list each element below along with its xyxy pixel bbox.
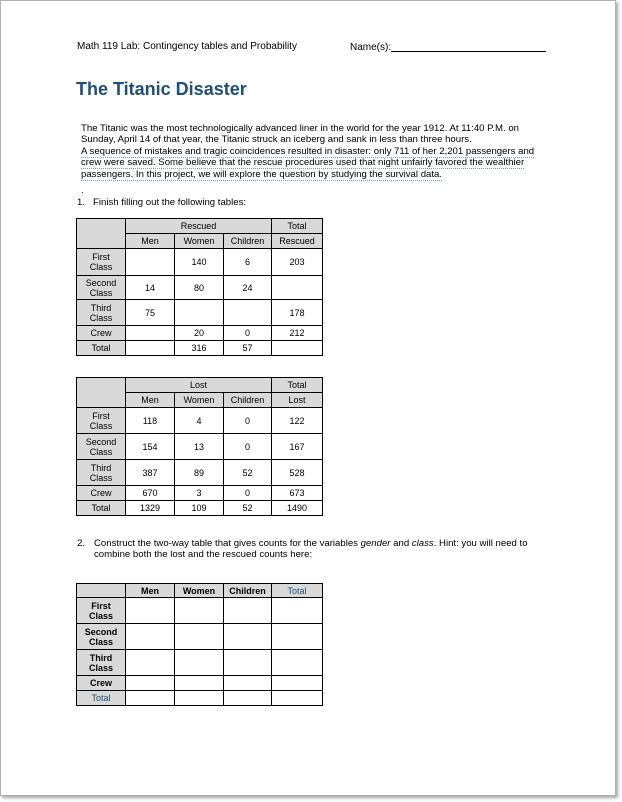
table-cell: 118 bbox=[126, 408, 175, 434]
combined-col-children: Children bbox=[224, 584, 272, 598]
table-cell[interactable] bbox=[126, 341, 175, 356]
table-cell[interactable] bbox=[272, 624, 323, 650]
row-label: Total bbox=[77, 341, 126, 356]
table-cell[interactable] bbox=[126, 249, 175, 276]
table-cell[interactable]: 20 bbox=[175, 326, 224, 341]
intro-paragraph bbox=[81, 123, 541, 180]
question-1-number: 1. bbox=[77, 197, 86, 208]
table-cell[interactable] bbox=[272, 341, 323, 356]
table-cell[interactable] bbox=[175, 300, 224, 326]
rescued-table bbox=[76, 218, 323, 356]
table-row bbox=[77, 691, 323, 706]
table-cell: 122 bbox=[272, 408, 323, 434]
lost-col-children: Children bbox=[224, 393, 272, 408]
row-label: First Class bbox=[77, 598, 126, 624]
table-cell: 0 bbox=[224, 408, 272, 434]
table-row bbox=[77, 676, 323, 691]
table-cell[interactable] bbox=[126, 650, 175, 676]
table-cell: 52 bbox=[224, 501, 272, 516]
table-cell[interactable] bbox=[224, 624, 272, 650]
table-row bbox=[77, 408, 323, 434]
table-row bbox=[77, 460, 323, 486]
row-label: Crew bbox=[77, 326, 126, 341]
name-blank-line[interactable] bbox=[391, 41, 546, 52]
row-label: Total bbox=[77, 691, 126, 706]
table-row bbox=[77, 300, 323, 326]
intro-line-2: A sequence of mistakes and tragic coincidences resulted in disaster: only 711 of her 2,201 passengers and crew were saved. Some believe that the rescue procedures used that night unfairly favored the wealthier passengers. In this project, we will explore the question by studying the survival data. bbox=[81, 145, 535, 180]
table-cell: 1490 bbox=[272, 501, 323, 516]
rescued-col-women: Women bbox=[175, 234, 224, 249]
row-label: Third Class bbox=[77, 460, 126, 486]
table-cell: 89 bbox=[175, 460, 224, 486]
table-cell[interactable] bbox=[175, 650, 224, 676]
table-cell: 109 bbox=[175, 501, 224, 516]
table-row bbox=[77, 276, 323, 300]
table-cell: 0 bbox=[224, 486, 272, 501]
row-label: First Class bbox=[77, 249, 126, 276]
question-1-text: Finish filling out the following tables: bbox=[93, 197, 247, 208]
table-cell[interactable] bbox=[175, 598, 224, 624]
table-cell[interactable] bbox=[175, 676, 224, 691]
question-1 bbox=[77, 197, 246, 208]
rescued-corner-cell bbox=[77, 219, 126, 249]
table-cell[interactable] bbox=[126, 624, 175, 650]
combined-corner-cell bbox=[77, 584, 126, 598]
question-2-text: Construct the two-way table that gives counts for the variables gender and class. Hint: you will need to combine both the lost and the rescued counts here: bbox=[94, 538, 528, 561]
course-header: Math 119 Lab: Contingency tables and Probability bbox=[77, 41, 297, 52]
lost-col-men: Men bbox=[126, 393, 175, 408]
table-cell[interactable] bbox=[175, 691, 224, 706]
table-cell[interactable]: 6 bbox=[224, 249, 272, 276]
question-2-number: 2. bbox=[77, 538, 86, 549]
table-cell[interactable]: 24 bbox=[224, 276, 272, 300]
table-cell[interactable] bbox=[224, 676, 272, 691]
table-cell[interactable]: 212 bbox=[272, 326, 323, 341]
table-cell[interactable]: 14 bbox=[126, 276, 175, 300]
table-cell[interactable] bbox=[272, 276, 323, 300]
table-cell[interactable] bbox=[126, 676, 175, 691]
table-cell[interactable]: 0 bbox=[224, 326, 272, 341]
row-label: Second Class bbox=[77, 434, 126, 460]
row-label: Total bbox=[77, 501, 126, 516]
row-label: First Class bbox=[77, 408, 126, 434]
table-cell[interactable] bbox=[272, 691, 323, 706]
table-row bbox=[77, 341, 323, 356]
table-cell: 387 bbox=[126, 460, 175, 486]
table-row bbox=[77, 486, 323, 501]
lost-table bbox=[76, 377, 323, 516]
name-field bbox=[350, 41, 546, 53]
table-cell: 4 bbox=[175, 408, 224, 434]
lost-col-women: Women bbox=[175, 393, 224, 408]
table-cell[interactable] bbox=[126, 326, 175, 341]
row-label: Crew bbox=[77, 676, 126, 691]
lost-group-header: Lost bbox=[126, 378, 272, 393]
table-cell[interactable]: 75 bbox=[126, 300, 175, 326]
combined-col-total: Total bbox=[272, 584, 323, 598]
rescued-group-header: Rescued bbox=[126, 219, 272, 234]
table-cell[interactable] bbox=[175, 624, 224, 650]
table-cell[interactable] bbox=[126, 598, 175, 624]
table-cell: 52 bbox=[224, 460, 272, 486]
intro-line-1: The Titanic was the most technologically advanced liner in the world for the year 1912. At 11:40 P.M. on Sunday, April 14 of that year, the Titanic struck an iceberg and sank in less than three hours. bbox=[81, 123, 520, 146]
lost-total-header-1: Total bbox=[272, 378, 323, 393]
table-cell: 3 bbox=[175, 486, 224, 501]
row-label: Third Class bbox=[77, 650, 126, 676]
table-row bbox=[77, 249, 323, 276]
table-cell[interactable] bbox=[272, 598, 323, 624]
rescued-total-header-2: Rescued bbox=[272, 234, 323, 249]
question-2 bbox=[77, 538, 547, 561]
rescued-total-header-1: Total bbox=[272, 219, 323, 234]
table-cell[interactable]: 80 bbox=[175, 276, 224, 300]
table-cell: 528 bbox=[272, 460, 323, 486]
table-cell[interactable] bbox=[272, 676, 323, 691]
table-cell: 673 bbox=[272, 486, 323, 501]
name-label: Name(s): bbox=[350, 42, 392, 53]
table-row bbox=[77, 434, 323, 460]
table-cell[interactable]: 178 bbox=[272, 300, 323, 326]
combined-col-men: Men bbox=[126, 584, 175, 598]
rescued-col-men: Men bbox=[126, 234, 175, 249]
table-cell: 670 bbox=[126, 486, 175, 501]
table-row bbox=[77, 650, 323, 676]
row-label: Second Class bbox=[77, 624, 126, 650]
table-cell[interactable]: 316 bbox=[175, 341, 224, 356]
stray-period: . bbox=[81, 185, 84, 195]
table-cell[interactable] bbox=[224, 691, 272, 706]
table-cell[interactable] bbox=[272, 650, 323, 676]
page-title: The Titanic Disaster bbox=[76, 79, 247, 99]
table-cell: 13 bbox=[175, 434, 224, 460]
table-cell: 167 bbox=[272, 434, 323, 460]
row-label: Third Class bbox=[77, 300, 126, 326]
table-cell[interactable]: 140 bbox=[175, 249, 224, 276]
table-row bbox=[77, 326, 323, 341]
table-cell[interactable] bbox=[224, 598, 272, 624]
table-cell: 1329 bbox=[126, 501, 175, 516]
table-row bbox=[77, 624, 323, 650]
table-cell[interactable] bbox=[224, 650, 272, 676]
table-cell: 154 bbox=[126, 434, 175, 460]
rescued-col-children: Children bbox=[224, 234, 272, 249]
table-row bbox=[77, 598, 323, 624]
combined-col-women: Women bbox=[175, 584, 224, 598]
lost-corner-cell bbox=[77, 378, 126, 408]
row-label: Crew bbox=[77, 486, 126, 501]
lost-total-header-2: Lost bbox=[272, 393, 323, 408]
table-row bbox=[77, 501, 323, 516]
table-cell[interactable] bbox=[224, 300, 272, 326]
combined-table bbox=[76, 583, 323, 706]
table-cell[interactable]: 57 bbox=[224, 341, 272, 356]
row-label: Second Class bbox=[77, 276, 126, 300]
table-cell: 0 bbox=[224, 434, 272, 460]
table-cell[interactable]: 203 bbox=[272, 249, 323, 276]
table-cell[interactable] bbox=[126, 691, 175, 706]
